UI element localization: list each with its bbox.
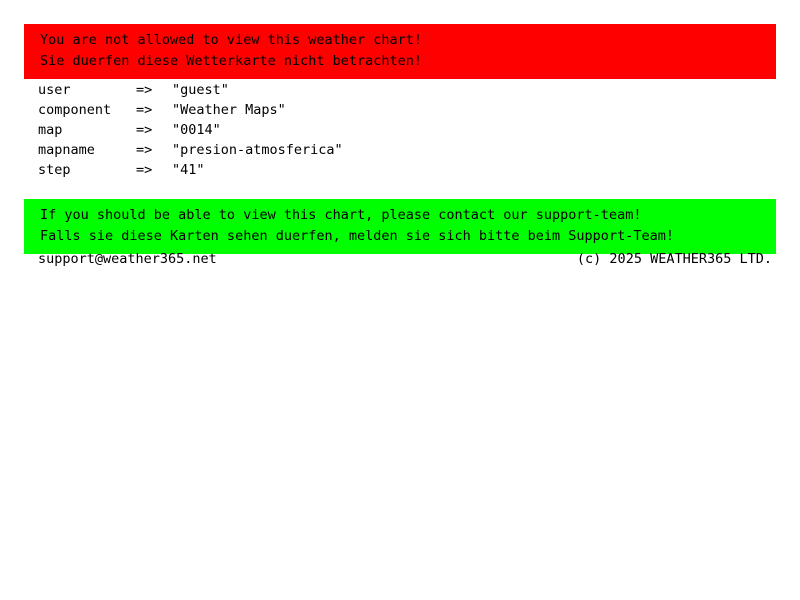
detail-row bbox=[38, 120, 778, 140]
detail-value-component: "Weather Maps" bbox=[172, 102, 286, 118]
detail-row bbox=[38, 160, 778, 180]
support-banner bbox=[24, 199, 776, 254]
error-message-de: Sie duerfen diese Wetterkarte nicht betrachten! bbox=[40, 53, 423, 69]
detail-key-user: user bbox=[38, 82, 71, 98]
detail-arrow: => bbox=[136, 162, 153, 178]
detail-row bbox=[38, 80, 778, 100]
detail-value-mapname: "presion-atmosferica" bbox=[172, 142, 343, 158]
error-banner bbox=[24, 24, 776, 79]
detail-arrow: => bbox=[136, 122, 153, 138]
support-message-de: Falls sie diese Karten sehen duerfen, melden sie sich bitte beim Support-Team! bbox=[40, 228, 674, 244]
detail-arrow: => bbox=[136, 102, 153, 118]
detail-list bbox=[38, 80, 778, 180]
detail-value-step: "41" bbox=[172, 162, 205, 178]
copyright-text: (c) 2025 WEATHER365 LTD. bbox=[576, 251, 772, 267]
detail-row bbox=[38, 100, 778, 120]
detail-key-step: step bbox=[38, 162, 71, 178]
detail-row bbox=[38, 140, 778, 160]
detail-arrow: => bbox=[136, 142, 153, 158]
support-email-link[interactable]: support@weather365.net bbox=[38, 251, 217, 267]
detail-arrow: => bbox=[136, 82, 153, 98]
detail-key-mapname: mapname bbox=[38, 142, 95, 158]
detail-value-user: "guest" bbox=[172, 82, 229, 98]
footer bbox=[38, 250, 772, 268]
detail-key-map: map bbox=[38, 122, 63, 138]
detail-key-component: component bbox=[38, 102, 112, 118]
support-message-en: If you should be able to view this chart, please contact our support-team! bbox=[40, 207, 642, 223]
error-message-en: You are not allowed to view this weather chart! bbox=[40, 32, 423, 48]
detail-value-map: "0014" bbox=[172, 122, 221, 138]
